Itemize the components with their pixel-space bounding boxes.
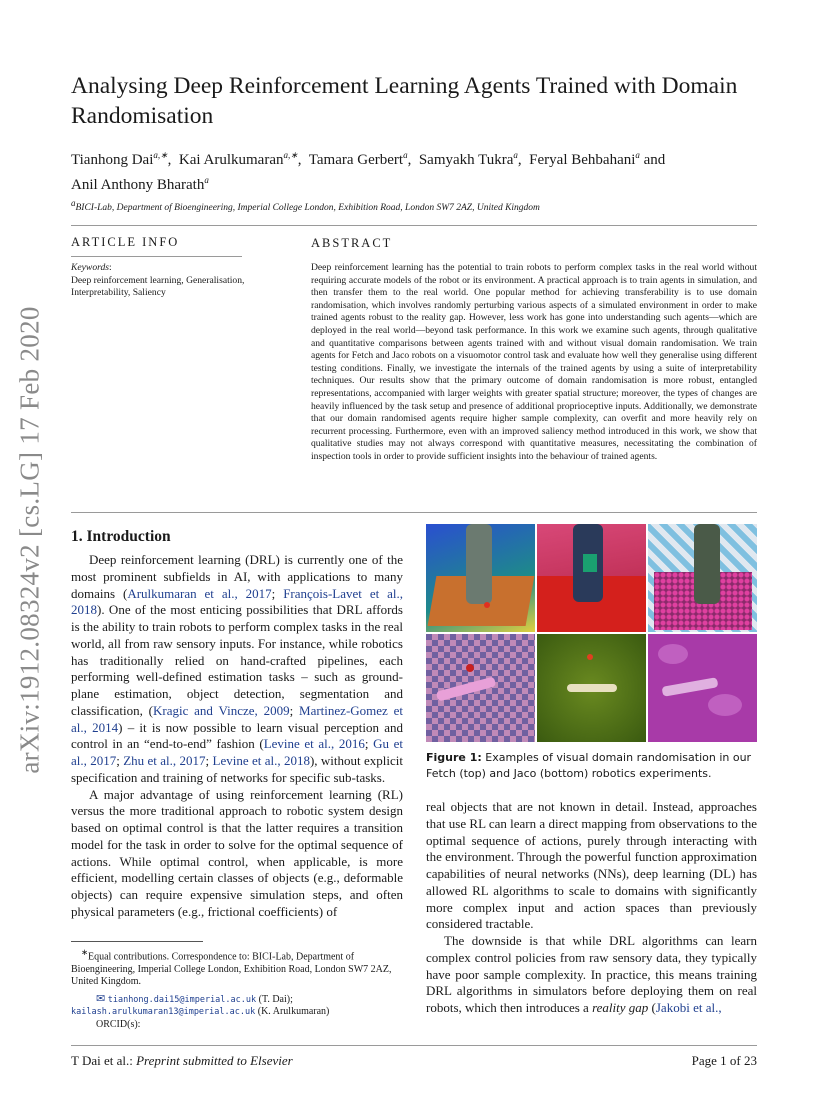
author: Anil Anthony Bharath$^a$	[71, 175, 209, 193]
title-line-2: Randomisation	[71, 103, 214, 129]
citation-link[interactable]: Jakobi et al.,	[655, 1000, 722, 1015]
citation-link[interactable]: Gu et al., 2017	[71, 736, 404, 768]
citation-link[interactable]: Arulkumaran et al., 2017	[127, 585, 272, 601]
figure-image-jaco-2	[537, 634, 646, 742]
page-footer	[71, 1053, 757, 1069]
figure-image-jaco-1	[426, 634, 535, 742]
right-column	[426, 799, 757, 1017]
author: Tianhong Dai$^{a,∗}$	[71, 150, 168, 168]
email-icon: ✉	[96, 992, 106, 1005]
header-divider	[71, 225, 757, 226]
author: Feryal Behbahani$^a$	[529, 150, 640, 168]
affiliation: $^a$BICI-Lab, Department of Bioengineering, Imperial College London, Exhibition Road, London SW7 2AZ, United Kingdom	[71, 198, 540, 214]
citation-link[interactable]: Levine et al., 2018	[212, 753, 310, 768]
author: Kai Arulkumaran$^{a,∗}$	[178, 150, 298, 168]
section-heading-introduction: 1. Introduction	[71, 528, 171, 545]
intro-paragraph-1: Deep reinforcement learning (DRL) is currently one of the most prominent subfields in AI, with applications to many domains (Arulkumaran et al., 2017; François-Lavet et al., 2018). One of the most enticing possibilities that DRL affords is the ability to train robots to perform complex tasks in the real world, all from raw sensory inputs. For instance, while robotics has traditionally relied on hand-crafted pipelines, each performing well-defined estimation tasks – such as ground-plane estimation, object detection, segmentation and classification, (Kragic and Vincze, 2009; Martinez-Gomez et al., 2014) – it is now possible to learn visual perception and control in an “end-to-end” fashion (Levine et al., 2016; Gu et al., 2017; Zhu et al., 2017; Levine et al., 2018), without explicit specification and training of networks for specific sub-tasks.	[71, 552, 404, 785]
keywords: Deep reinforcement learning, Generalisation, Interpretability, Saliency	[71, 274, 245, 298]
author-list: Tianhong Dai$^{a,∗}$, Kai Arulkumaran$^{a,∗}$, Tamara Gerbert$^a$, Samyakh Tukra$^a$, Feryal Behbahani$^a$ and Anil Anthony Bharath$^a$	[71, 150, 666, 193]
citation-link[interactable]: François-Lavet et al., 2018	[71, 585, 403, 618]
citation-link[interactable]: Martinez-Gomez et al., 2014	[71, 702, 403, 735]
figure-image-jaco-3	[648, 634, 757, 742]
keywords-label: Keywords	[71, 262, 110, 273]
citation-link[interactable]: Zhu et al., 2017	[123, 753, 206, 768]
intro-paragraph-2: A major advantage of using reinforcement learning (RL) versus the more traditional approach to robotic system design based on optimal control is that the latter requires a transition model for the task in order to solve for the optimal sequence of actions. While optimal control, when applicable, is more efficient, modelling certain classes of objects (e.g., deformable objects) can require expensive simulation steps, and often physical parameters (e.g., frictional coefficients) of	[71, 786, 403, 919]
arxiv-id: arXiv:1912.08324v2 [cs.LG] 17 Feb 2020	[14, 306, 45, 774]
footer-author: T Dai et al.:	[71, 1053, 133, 1068]
footer-venue: Preprint submitted to Elsevier	[136, 1053, 293, 1068]
article-info-heading: ARTICLE INFO	[71, 235, 180, 249]
orcid-label: ORCID(s):	[96, 1018, 141, 1030]
right-paragraph-2: The downside is that while DRL algorithms can learn complex control policies from raw sensory data, they typically have poor sample complexity. In practice, this means training DRL algorithms in simulators before deploying them on real robots, which then introduces a reality gap (Jakobi et al.,	[426, 933, 757, 1015]
author: Samyakh Tukra$^a$	[418, 150, 518, 168]
email-link[interactable]: kailash.arulkumaran13@imperial.ac.uk	[71, 1007, 256, 1018]
keywords-block: Keywords: Deep reinforcement learning, Generalisation, Interpretability, Saliency	[71, 262, 251, 300]
article-info-rule	[71, 256, 242, 257]
figure-image-fetch-2	[537, 524, 646, 632]
arxiv-stamp	[10, 300, 50, 780]
email-link[interactable]: tianhong.dai15@imperial.ac.uk	[107, 994, 257, 1005]
title-line-1: Analysing Deep Reinforcement Learning Agents Trained with Domain	[71, 73, 738, 99]
figure-1	[426, 524, 757, 742]
footer-divider	[71, 1045, 757, 1046]
right-paragraph-1: real objects that are not known in detail. Instead, approaches that use RL can learn a direct mapping from observations to the optimal sequence of actions, purely through interacting with the environment. Through the powerful function approximation capabilities of neural networks (NNs), deep learning (DL) has allowed RL algorithms to scale to domains with significantly more complex input and action spaces than previously considered tractable.	[426, 799, 757, 932]
figure-image-fetch-1	[426, 524, 535, 632]
figure-caption: Figure 1: Examples of visual domain randomisation in our Fetch (top) and Jaco (bottom) robotics experiments.	[426, 751, 752, 780]
abstract-divider	[71, 512, 757, 513]
left-column	[71, 552, 403, 921]
page-number: Page 1 of 23	[691, 1053, 757, 1068]
citation-link[interactable]: Levine et al., 2016	[263, 736, 365, 752]
citation-link[interactable]: Kragic and Vincze, 2009	[152, 702, 290, 718]
author: Tamara Gerbert$^a$	[308, 150, 408, 168]
paper-title	[71, 71, 771, 131]
abstract-text: Deep reinforcement learning has the potential to train robots to perform complex tasks in the real world without requiring accurate models of the robot or its environment. A practical approach is to train agents in simulation, and then transfer them to the real world. One popular method for achieving transferability is to use domain randomisation, which involves randomly perturbing various aspects of a simulated environment in order to make trained agents robust to the reality gap. However, less work has gone into understanding such agents—which are deployed in the real world—beyond task performance. In this work we examine such agents, through qualitative and quantitative comparisons between agents trained with and without visual domain randomisation. We train agents for Fetch and Jaco robots on a visuomotor control task and evaluate how well they generalise using different testing conditions. Finally, we investigate the internals of the trained agents by using a suite of interpretability techniques. Our results show that the primary outcome of domain randomisation is more robust, entangled representations, accompanied with larger weights with greater spatial structure; moreover, the types of changes are heavily influenced by the task setup and presence of additional proprioceptive inputs. Additionally, we demonstrate that our domain randomised agents require higher sample complexity, can overfit and more heavily rely on recurrent processing. Furthermore, even with an improved saliency method introduced in this work, we show that qualitative studies may not always correspond with quantitative measures, necessitating the combination of inspection tools in order to provide sufficient insights into the behaviour of trained agents.	[311, 262, 757, 462]
figure-label: Figure 1:	[426, 751, 482, 764]
footnote: ∗Equal contributions. Correspondence to: BICI-Lab, Department of Bioengineering, Imperial College London, Exhibition Road, London SW7 2AZ, United Kingdom. ✉ tianhong.dai15@imperial.ac.uk (T. Dai); kailash.arulkumaran13@imperial.ac.uk (K. Arulkumaran) ORCID(s):	[71, 947, 403, 1031]
author-and: and	[643, 152, 666, 168]
figure-image-fetch-3	[648, 524, 757, 632]
footnote-rule	[71, 941, 203, 942]
abstract-heading: ABSTRACT	[311, 236, 393, 250]
